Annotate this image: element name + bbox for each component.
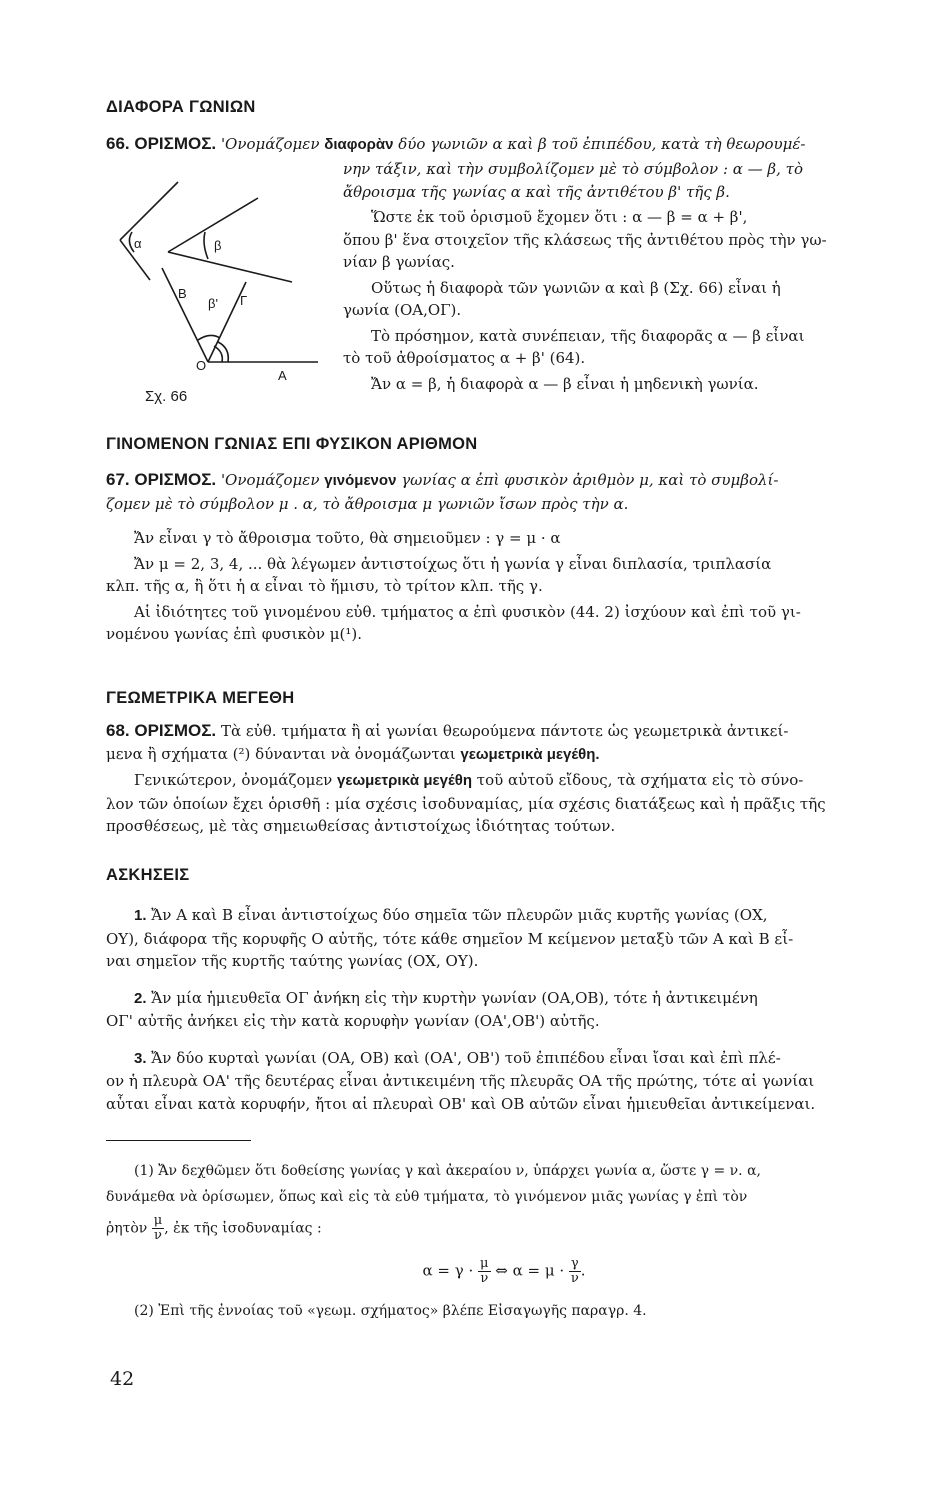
definition-67 <box>106 469 902 646</box>
exercise-number: 1. <box>134 907 147 924</box>
defined-term: γεωμετρικὰ μεγέθη. <box>460 745 600 763</box>
definition-66-line1 <box>106 133 902 157</box>
fraction-numerator: μ <box>480 1256 489 1271</box>
text-line: νην τάξιν, καὶ τὴν συμβολίζομεν μὲ τὸ σύμβολον : α — β, τὸ <box>343 160 803 178</box>
text-line: Ἄν εἶναι γ τὸ ἄθροισμα τοῦτο, θὰ σημειοῦμεν : γ = μ · α <box>134 529 561 547</box>
text-line: ὅπου β' ἕνα στοιχεῖον τῆς κλάσεως τῆς ἀντιθέτου πρὸς τὴν γω- <box>343 230 827 249</box>
definition-number: 66. ΟΡΙΣΜΟΣ. <box>106 134 217 153</box>
text-span: τοῦ αὐτοῦ εἴδους, τὰ σχήματα εἰς τὸ σύνο- <box>476 771 804 789</box>
text-line: ον ἡ πλευρὰ ΟΑ' τῆς δευτέρας εἶναι ἀντικειμένη τῆς πλευρᾶς ΟΑ τῆς πρώτης, τότε αἱ γωνίαι <box>106 1072 815 1090</box>
label-O: O <box>196 358 207 373</box>
angle-diagram <box>110 180 330 412</box>
footnote-1-line: (1) Ἄν δεχθῶμεν ὅτι δοθείσης γωνίας γ καὶ ἀκεραίου ν, ὑπάρχει γωνία α, ὥστε γ = ν. α, <box>134 1163 761 1179</box>
fraction-gamma-over-nu <box>569 1257 581 1286</box>
fraction-mu-over-nu <box>478 1257 490 1286</box>
beta-prime-arc <box>198 335 220 340</box>
definition-intro: 'Ονομάζομεν <box>220 471 320 489</box>
text-line: προσθέσεως, μὲ τὰς σημειωθείσας ἀντιστοίχως ἰδιότητας τούτων. <box>106 817 616 835</box>
fraction-denominator: ν <box>570 1271 579 1286</box>
text-line: ΟΓ' αὐτῆς ἀνήκει εἰς τὴν κατὰ κορυφὴν γωνίαν (ΟΑ',ΟΒ') αὐτῆς. <box>106 1012 600 1030</box>
text-span: Ἄν μία ἡμιευθεῖα ΟΓ ἀνήκη εἰς τὴν κυρτὴν γωνίαν (ΟΑ,ΟΒ), τότε ἡ ἀντικειμένη <box>151 988 758 1007</box>
text-span: , ἐκ τῆς ἰσοδυναμίας : <box>164 1220 322 1237</box>
text-line: αὗται εἶναι κατὰ κορυφήν, ἤτοι αἱ πλευραὶ ΟΒ' καὶ ΟΒ αὐτῶν εἶναι ἡμιευθεῖαι ἀντικείμεναι. <box>106 1094 816 1113</box>
definition-intro: 'Ονομάζομεν <box>220 135 320 153</box>
text-line: λον τῶν ὁποίων ἔχει ὁρισθῆ : μία σχέσις ἰσοδυναμίας, μία σχέσις διατάξεως καὶ ἡ πρᾶξις τῆς <box>106 794 826 813</box>
footnotes <box>106 1158 902 1324</box>
footnote-2: (2) Ἐπὶ τῆς ἐννοίας τοῦ «γεωμ. σχήματος» βλέπε Εἰσαγωγῆς παραγρ. 4. <box>134 1303 647 1319</box>
exercise-item <box>106 904 902 973</box>
beta-side-2 <box>168 252 292 282</box>
footnote-divider <box>106 1140 251 1141</box>
label-Gamma: Γ <box>240 293 248 308</box>
ray-OB <box>162 268 208 362</box>
text-line: ἄθροισμα τῆς γωνίας α καὶ τῆς ἀντιθέτου β' τῆς β. <box>343 182 730 201</box>
fraction-denominator: ν <box>154 1228 162 1243</box>
text-line: νομένου γωνίας ἐπὶ φυσικὸν μ(¹). <box>106 625 363 643</box>
fraction-numerator: γ <box>570 1256 579 1271</box>
definition-text: δύο γωνιῶν α καὶ β τοῦ ἐπιπέδου, κατὰ τὴ θεωρουμέ- <box>398 135 806 153</box>
definition-66-body <box>343 158 903 395</box>
defined-term: γινόμενον <box>324 472 397 489</box>
formula-part: ⇔ α = μ · <box>495 1261 565 1280</box>
defined-term: διαφορὰν <box>324 136 394 153</box>
text-line: Ὥστε ἐκ τοῦ ὁρισμοῦ ἔχομεν ὅτι : α — β = α + β', <box>371 208 748 226</box>
text-line: Τὸ πρόσημον, κατὰ συνέπειαν, τῆς διαφορᾶς α — β εἶναι <box>371 326 805 345</box>
text-line: Οὕτως ἡ διαφορὰ τῶν γωνιῶν α καὶ β (Σχ. 66) εἶναι ἡ <box>371 278 781 297</box>
text-line: γωνία (ΟΑ,ΟΓ). <box>343 301 462 319</box>
fraction-numerator: μ <box>153 1213 163 1228</box>
label-beta-prime: β' <box>208 296 218 311</box>
label-alpha: α <box>134 236 142 251</box>
alpha-side-1 <box>120 182 178 240</box>
text-span: Ἄν δύο κυρταὶ γωνίαι (ΟΑ, ΟΒ) καὶ (ΟΑ', ΟΒ') τοῦ ἐπιπέδου εἶναι ἴσαι καὶ ἐπὶ πλέ- <box>151 1048 781 1067</box>
text-line: Αἱ ἰδιότητες τοῦ γινομένου εὐθ. τμήματος α ἐπὶ φυσικὸν (44. 2) ἰσχύουν καὶ ἐπὶ τοῦ γι- <box>134 602 801 621</box>
figure-66 <box>110 180 330 412</box>
formula-part: α = γ · <box>422 1261 474 1280</box>
fraction-mu-over-nu <box>152 1214 164 1243</box>
exercise-number: 2. <box>134 989 147 1007</box>
section-heading-geometric-magnitudes: ΓΕΩΜΕΤΡΙΚΑ ΜΕΓΕΘΗ <box>106 689 295 707</box>
label-B: B <box>178 286 187 301</box>
text-span: ῥητὸν <box>106 1220 148 1237</box>
beta-side-1 <box>168 198 258 252</box>
text-span: Γενικώτερον, ὀνομάζομεν <box>134 771 333 789</box>
text-line: κλπ. τῆς α, ἢ ὅτι ἡ α εἶναι τὸ ἥμισυ, τὸ τρίτον κλπ. τῆς γ. <box>106 577 543 595</box>
definition-number: 68. ΟΡΙΣΜΟΣ. <box>106 721 217 740</box>
footnote-1-line: δυνάμεθα νὰ ὁρίσωμεν, ὅπως καὶ εἰς τὰ εὐθ τμήματα, τὸ γινόμενον μιᾶς γωνίας γ ἐπὶ τὸν <box>106 1189 748 1205</box>
label-beta: β <box>214 238 222 253</box>
text-line: ζομεν μὲ τὸ σύμβολον μ . α, τὸ ἄθροισμα μ γωνιῶν ἴσων πρὸς τὴν α. <box>106 494 629 513</box>
definition-text: γωνίας α ἐπὶ φυσικὸν ἀριθμὸν μ, καὶ τὸ συμβολί- <box>401 471 779 489</box>
section-heading-angle-difference: ΔΙΑΦΟΡΑ ΓΩΝΙΩΝ <box>106 98 256 116</box>
section-heading-product: ΓΙΝΟΜΕΝΟΝ ΓΩΝΙΑΣ ΕΠΙ ΦΥΣΙΚΟΝ ΑΡΙΘΜΟΝ <box>106 435 478 453</box>
text-line: Ἄν μ = 2, 3, 4, ... θὰ λέγωμεν ἀντιστοίχως ὅτι ἡ γωνία γ εἶναι διπλασία, τριπλασία <box>134 554 772 573</box>
definition-text: Τὰ εὐθ. τμήματα ἢ αἱ γωνίαι θεωρούμενα πάντοτε ὡς γεωμετρικὰ ἀντικεί- <box>220 722 789 740</box>
text-span: Ἄν Α καὶ Β εἶναι ἀντιστοίχως δύο σημεῖα τῶν πλευρῶν μιᾶς κυρτῆς γωνίας (ΟΧ, <box>151 906 768 924</box>
beta-arc <box>204 232 208 259</box>
exercise-item <box>106 1047 902 1116</box>
definition-68 <box>106 720 902 838</box>
formula-part: . <box>580 1261 586 1280</box>
text-span: μενα ἢ σχήματα (²) δύνανται νὰ ὀνομάζωνται <box>106 744 456 763</box>
definition-number: 67. ΟΡΙΣΜΟΣ. <box>106 470 217 489</box>
text-line: ΟΥ), διάφορα τῆς κορυφῆς Ο αὐτῆς, τότε κάθε σημεῖον Μ κείμενον μεταξὺ τῶν Α καὶ Β εἶ- <box>106 929 794 948</box>
defined-term: γεωμετρικὰ μεγέθη <box>337 772 472 789</box>
fraction-denominator: ν <box>480 1271 489 1286</box>
text-line: νίαν β γωνίας. <box>343 253 455 271</box>
equivalence-formula <box>106 1257 902 1286</box>
page-number: 42 <box>110 1368 135 1390</box>
exercise-list <box>106 904 902 1115</box>
text-line: τὸ τοῦ ἀθροίσματος α + β' (64). <box>343 349 586 367</box>
section-heading-exercises: ΑΣΚΗΣΕΙΣ <box>106 866 190 884</box>
figure-caption: Σχ. 66 <box>145 388 188 405</box>
exercise-number: 3. <box>134 1049 147 1067</box>
text-line: ναι σημεῖον τῆς κυρτῆς ταύτης γωνίας (ΟΧ, ΟΥ). <box>106 952 479 970</box>
text-line: Ἄν α = β, ἡ διαφορὰ α — β εἶναι ἡ μηδενικὴ γωνία. <box>371 374 759 393</box>
label-A: A <box>278 368 287 383</box>
exercise-item <box>106 987 902 1033</box>
